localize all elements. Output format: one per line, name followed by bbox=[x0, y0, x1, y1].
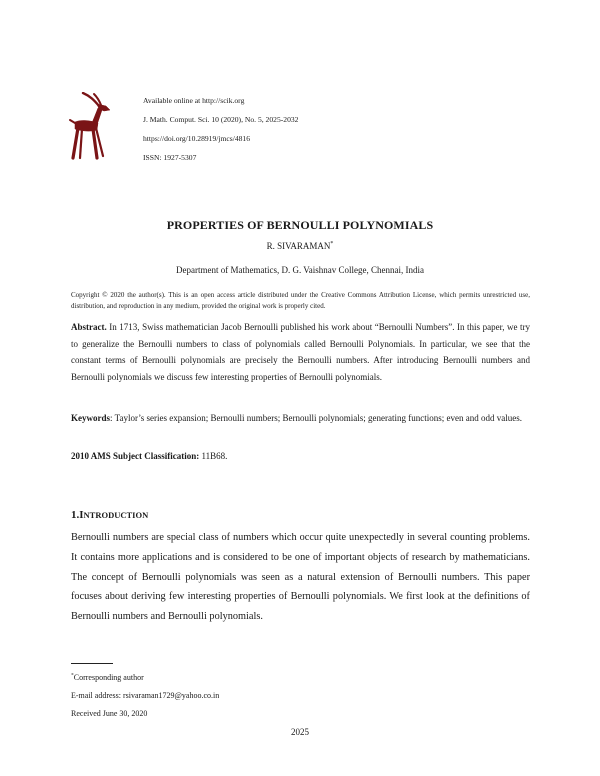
footnote-mark: * bbox=[71, 672, 74, 679]
keywords-text: : Taylor’s series expansion; Bernoulli numbers; Bernoulli polynomials; generating functions; even and odd values. bbox=[110, 413, 522, 423]
footnote-corresponding bbox=[71, 672, 144, 683]
issn: ISSN: 1927-5307 bbox=[143, 153, 197, 162]
doi-link[interactable]: https://doi.org/10.28919/jmcs/4816 bbox=[143, 134, 251, 143]
section-number: 1. bbox=[71, 509, 80, 521]
ams-classification bbox=[71, 451, 227, 461]
section-rest: NTRODUCTION bbox=[83, 510, 149, 520]
journal-citation: J. Math. Comput. Sci. 10 (2020), No. 5, 2025-2032 bbox=[143, 115, 299, 124]
paper-title: PROPERTIES OF BERNOULLI POLYNOMIALS bbox=[166, 218, 434, 232]
footnote-email[interactable]: E-mail address: rsivaraman1729@yahoo.co.in bbox=[71, 691, 220, 700]
affiliation: Department of Mathematics, D. G. Vaishnav College, Chennai, India bbox=[175, 265, 425, 275]
gazelle-logo-icon bbox=[66, 92, 114, 160]
intro-paragraph: Bernoulli numbers are special class of numbers which occur quite unexpectedly in several counting problems. It contains more applications and is considered to be one of important objects of research by mathematicians. The concept of Bernoulli polynomials was seen as a natural extension of Bernoulli numbers. This paper focuses about deriving few interesting properties of Bernoulli polynomials. We first look at the definitions of Bernoulli numbers and Bernoulli polynomials. bbox=[71, 532, 530, 623]
section-initial: I bbox=[79, 509, 84, 521]
abstract-label: Abstract. bbox=[71, 322, 107, 332]
ams-value: 11B68. bbox=[201, 451, 228, 461]
availability-line: Available online at http://scik.org bbox=[143, 96, 245, 105]
abstract-text: In 1713, Swiss mathematician Jacob Bernoulli published his work about “Bernoulli Numbers”. In this paper, we try to generalize the Bernoulli numbers to class of polynomials called Bernoulli Polynomials. In particular, we see that the constant terms of Bernoulli polynomials are precisely the Bernoulli numbers. After introducing Bernoulli numbers and Bernoulli polynomials we discuss few interesting properties of Bernoulli polynomials. bbox=[71, 322, 531, 382]
footnote-received: Received June 30, 2020 bbox=[71, 709, 148, 718]
keywords-label: Keywords bbox=[71, 413, 110, 423]
abstract bbox=[71, 319, 530, 385]
footnote-corresponding-text: Corresponding author bbox=[73, 673, 144, 682]
section-heading bbox=[71, 509, 148, 521]
copyright-notice: Copyright © 2020 the author(s). This is an open access article distributed under the Creative Commons Attribution License, which permits unrestricted use, distribution, and reproduction in any medium, provided the original work is properly cited. bbox=[71, 291, 530, 310]
author-line bbox=[0, 241, 600, 251]
ams-label: 2010 AMS Subject Classification: bbox=[71, 451, 200, 461]
author-mark: * bbox=[330, 241, 334, 247]
footnote-rule bbox=[71, 663, 113, 664]
page-number: 2025 bbox=[291, 727, 309, 737]
keywords bbox=[71, 410, 530, 427]
author-name: R. SIVARAMAN bbox=[266, 241, 331, 251]
